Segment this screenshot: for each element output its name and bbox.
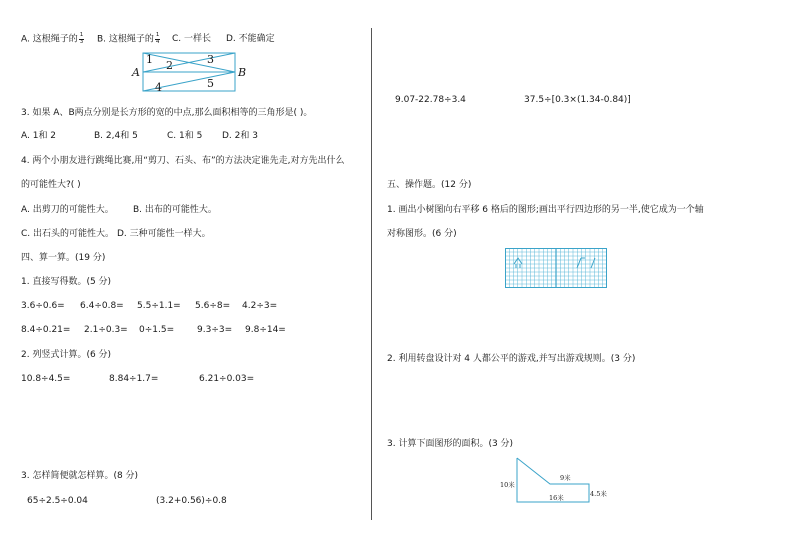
label-b: B	[238, 66, 247, 79]
section4-sub3-title: 3. 怎样简便就怎样算。(8 分)	[21, 471, 139, 481]
vertical-calc-3: 6.21÷0.03=	[199, 374, 255, 384]
q4-line2: 的可能性大?( )	[21, 180, 81, 190]
label-9m: 9米	[560, 474, 571, 482]
translation-grid	[505, 248, 607, 288]
calc-row1-item2: 6.4÷0.8=	[80, 301, 124, 311]
section4-sub2-title: 2. 列竖式计算。(6 分)	[21, 350, 112, 360]
simple-calc-2: (3.2+0.56)÷0.8	[156, 496, 227, 506]
q3-option-c: C. 1和 5	[167, 131, 203, 141]
region-4: 4	[155, 81, 162, 94]
rectangle-triangles-figure	[131, 51, 251, 95]
vertical-calc-1: 10.8÷4.5=	[21, 374, 71, 384]
q2-option-b-prefix: B. 这根绳子的	[97, 34, 154, 45]
calc-row1-item5: 4.2÷3=	[242, 301, 278, 311]
calc-row1-item4: 5.6÷8=	[195, 301, 231, 311]
calc-top-2: 37.5÷[0.3×(1.34-0.84)]	[524, 95, 631, 105]
region-2: 2	[166, 59, 173, 72]
calc-top-1: 9.07-22.78÷3.4	[395, 95, 466, 105]
q4-option-a: A. 出剪刀的可能性大。	[21, 205, 114, 215]
calc-row2-item3: 0÷1.5=	[139, 325, 175, 335]
q3-text: 3. 如果 A、B两点分别是长方形的宽的中点,那么面积相等的三角形是( )。	[21, 108, 313, 118]
vertical-calc-2: 8.84÷1.7=	[109, 374, 159, 384]
q2-option-b	[97, 33, 161, 45]
q2-option-a	[21, 33, 85, 45]
q2-option-c: C. 一样长	[172, 34, 212, 44]
region-3: 3	[207, 53, 214, 66]
calc-row2-item2: 2.1÷0.3=	[84, 325, 128, 335]
q4-option-c: C. 出石头的可能性大。	[21, 229, 115, 239]
q2-option-a-prefix: A. 这根绳子的	[21, 34, 78, 45]
section5-q3: 3. 计算下面图形的面积。(3 分)	[387, 439, 514, 449]
q3-option-a: A. 1和 2	[21, 131, 57, 141]
calc-row1-item1: 3.6÷0.6=	[21, 301, 65, 311]
q3-option-d: D. 2和 3	[222, 131, 258, 141]
q4-option-d: D. 三种可能性一样大。	[117, 229, 211, 239]
simple-calc-1: 65÷2.5÷0.04	[27, 496, 88, 506]
fraction-one-third: $\frac{1}{3}$	[79, 32, 84, 45]
q3-option-b: B. 2,4和 5	[94, 131, 138, 141]
section5-q1-line1: 1. 画出小树图向右平移 6 格后的图形;画出平行四边形的另一半,使它成为一个轴	[387, 205, 704, 215]
region-1: 1	[146, 53, 153, 66]
q4-line1: 4. 两个小朋友进行跳绳比赛,用“剪刀、石头、布”的方法决定谁先走,对方先出什么	[21, 156, 345, 166]
q4-option-b: B. 出布的可能性大。	[133, 205, 217, 215]
section5-q2: 2. 利用转盘设计对 4 人都公平的游戏,并写出游戏规则。(3 分)	[387, 354, 636, 364]
label-4-5m: 4.5米	[590, 490, 607, 498]
q2-option-d: D. 不能确定	[226, 34, 275, 44]
section4-title: 四、算一算。(19 分)	[21, 253, 106, 263]
label-10m: 10米	[500, 481, 515, 489]
calc-row2-item1: 8.4÷0.21=	[21, 325, 71, 335]
calc-row2-item5: 9.8÷14=	[245, 325, 286, 335]
fraction-one-fourth: $\frac{1}{4}$	[155, 32, 160, 45]
calc-row2-item4: 9.3÷3=	[197, 325, 233, 335]
label-a: A	[132, 66, 140, 79]
section5-title: 五、操作题。(12 分)	[387, 180, 472, 190]
section5-q1-line2: 对称图形。(6 分)	[387, 229, 457, 239]
column-divider	[371, 28, 372, 520]
calc-row1-item3: 5.5÷1.1=	[137, 301, 181, 311]
region-5: 5	[207, 77, 214, 90]
area-composite-figure	[500, 456, 610, 506]
section4-sub1-title: 1. 直接写得数。(5 分)	[21, 277, 112, 287]
label-16m: 16米	[549, 494, 564, 502]
